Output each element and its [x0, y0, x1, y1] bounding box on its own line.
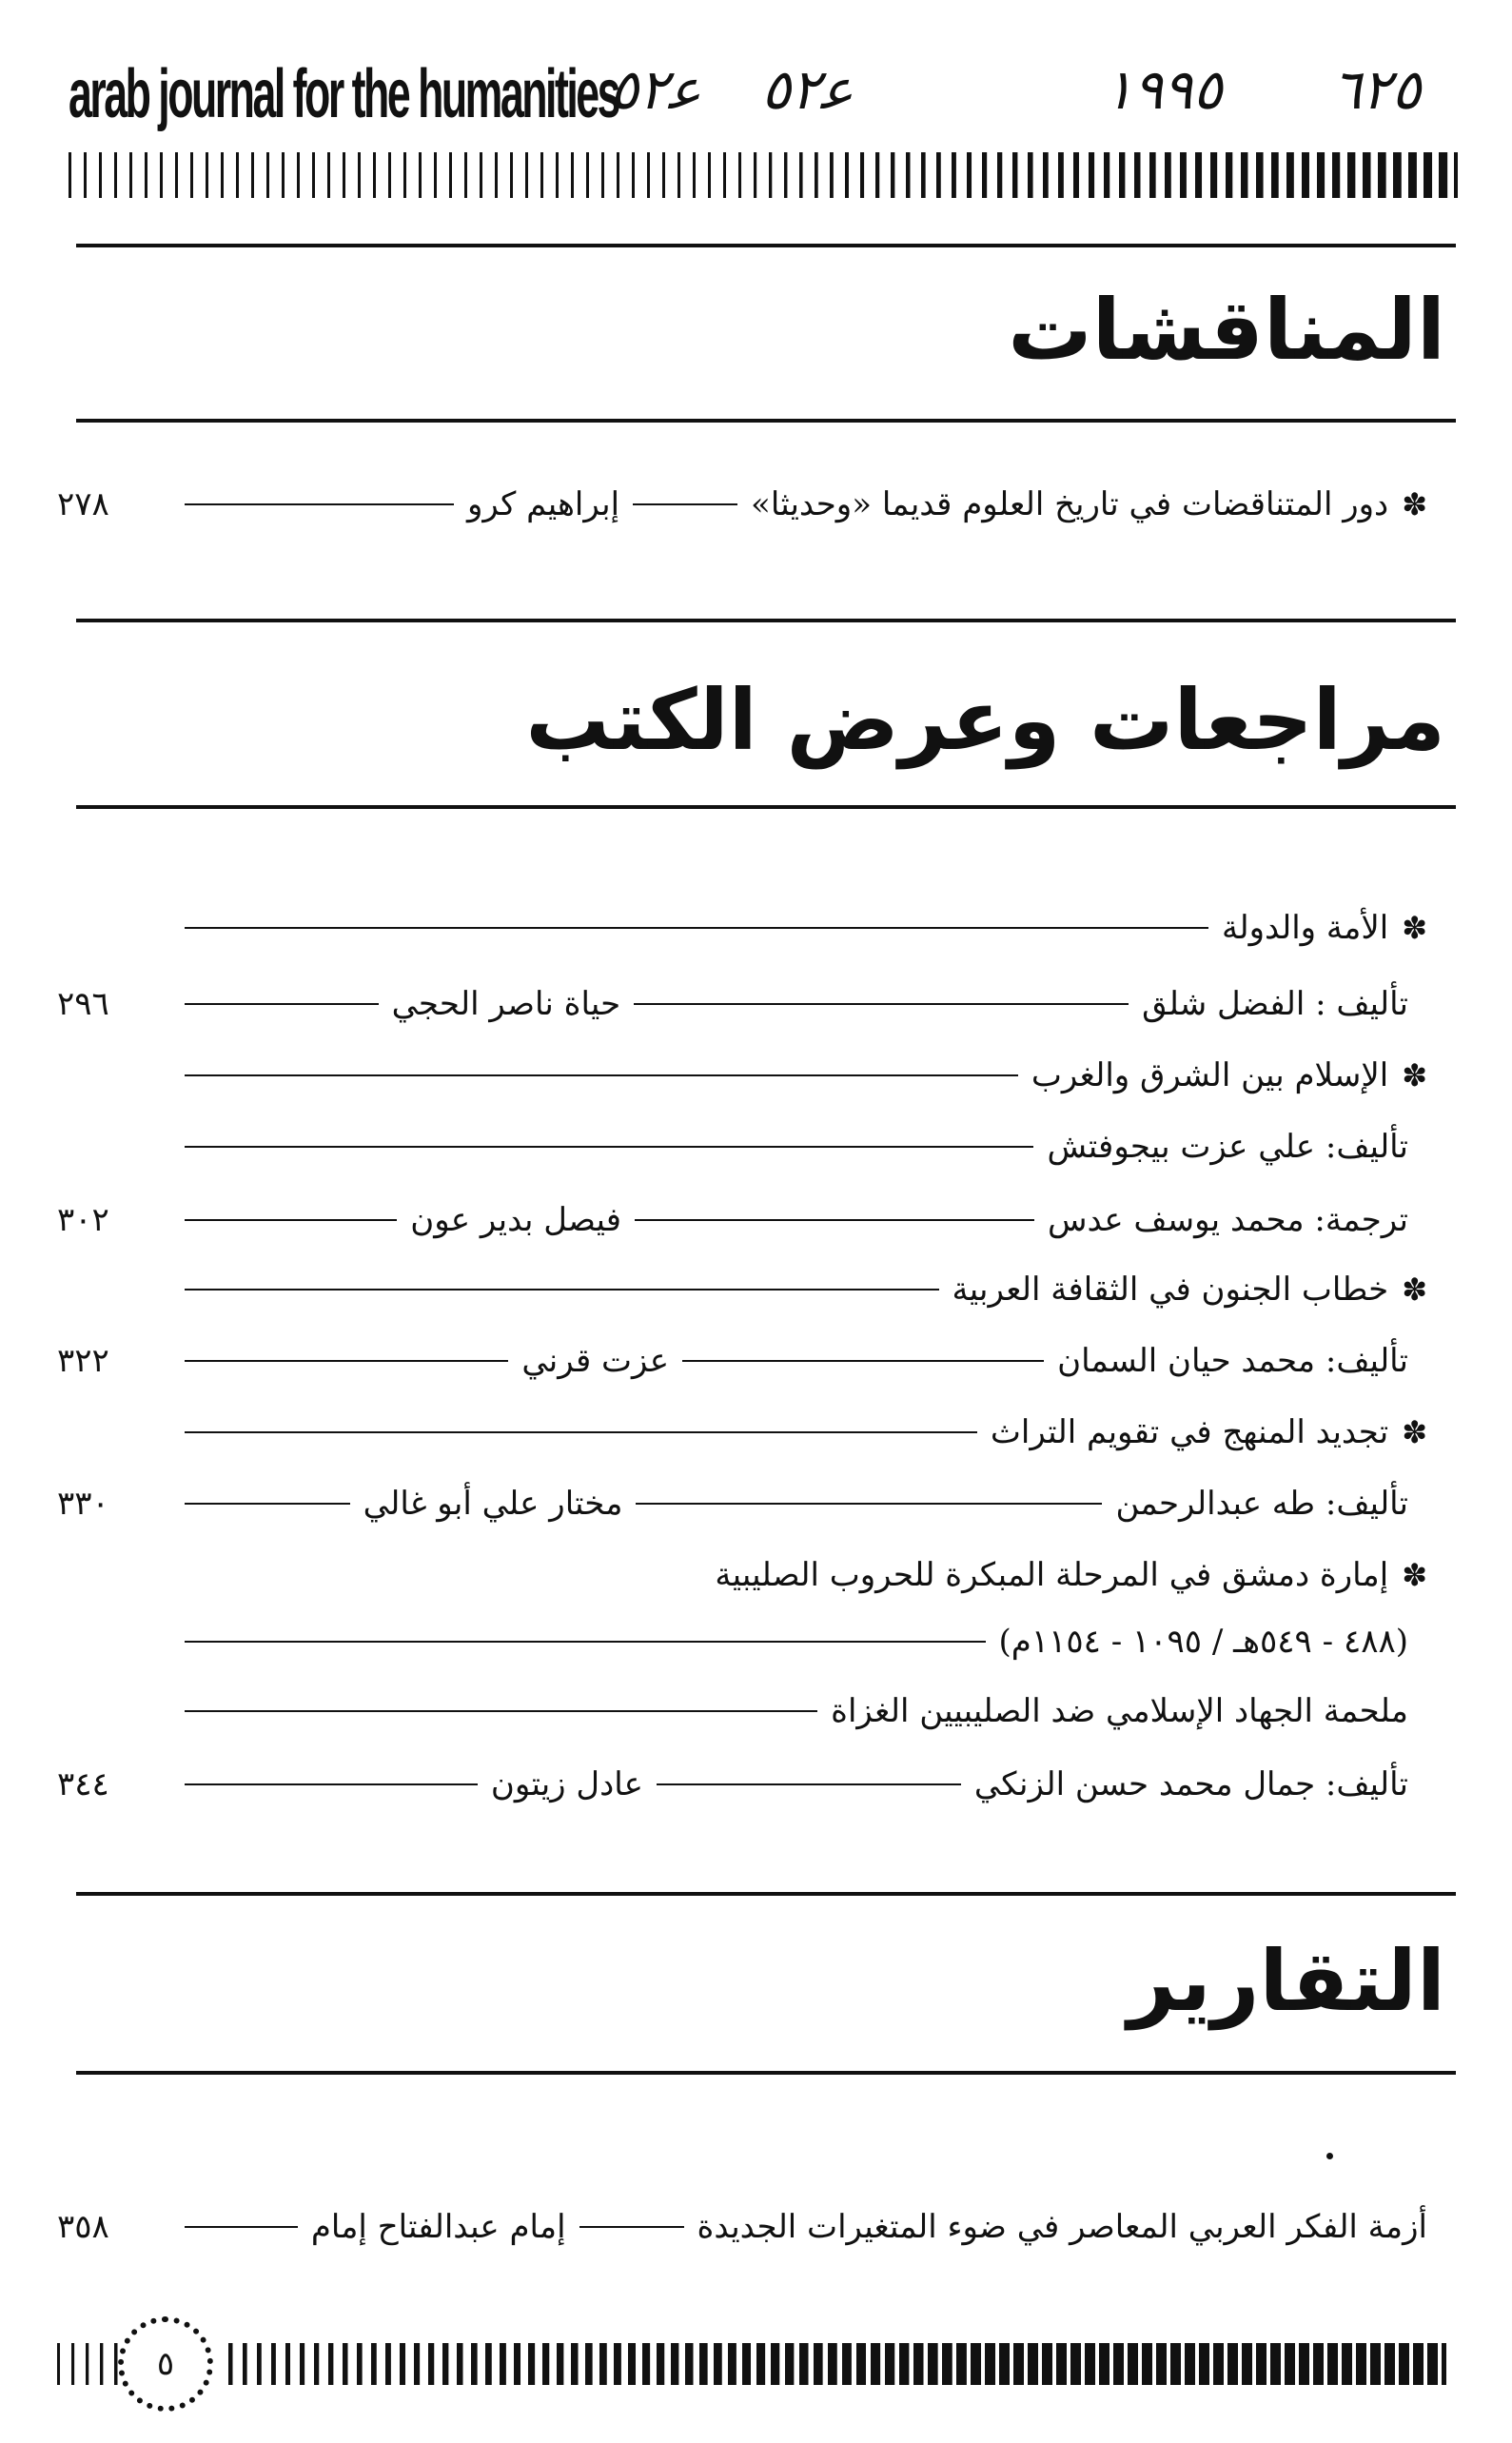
barcode-bar — [495, 152, 498, 198]
barcode-bar — [357, 2343, 363, 2385]
barcode-bar — [1442, 2343, 1446, 2385]
barcode-bar — [99, 152, 102, 198]
leader-line — [185, 1003, 379, 1005]
barcode-bar — [860, 152, 864, 198]
barcode-bar — [982, 152, 987, 198]
barcode-bar — [1028, 152, 1033, 198]
entry-author: إبراهيم كرو — [466, 485, 620, 523]
barcode-bar — [388, 152, 391, 198]
bullet-star-icon: ✽ — [1402, 910, 1427, 946]
barcode-bar — [1085, 2343, 1095, 2385]
barcode-bar — [1128, 2343, 1138, 2385]
toc-entry — [57, 1547, 1427, 1604]
header-barcode — [69, 152, 1458, 198]
barcode-bar — [1286, 152, 1294, 198]
section-rule — [76, 805, 1456, 809]
barcode-bar — [300, 2343, 304, 2385]
barcode-bar — [343, 152, 345, 198]
barcode-bar — [442, 2343, 448, 2385]
leader-line — [185, 1641, 986, 1643]
barcode-bar — [1363, 152, 1371, 198]
barcode-bar — [699, 2343, 708, 2385]
entry-page: ٣٠٢ — [57, 1201, 109, 1239]
leader-line — [634, 1003, 1129, 1005]
barcode-bar — [312, 152, 315, 198]
page-number: ٥ — [156, 2345, 175, 2383]
book-title: خطاب الجنون في الثقافة العربية — [952, 1271, 1389, 1309]
section-rule — [76, 2071, 1456, 2075]
book-translator: ترجمة: محمد يوسف عدس — [1047, 1201, 1408, 1239]
barcode-bar — [236, 152, 239, 198]
leader-line — [636, 1503, 1102, 1505]
toc-entry — [57, 1613, 1408, 1670]
barcode-bar — [814, 2343, 823, 2385]
section-title-discussions: المناقشات — [1008, 281, 1445, 379]
toc-entry — [57, 1192, 1408, 1249]
barcode-bar — [1427, 2343, 1438, 2385]
book-reviewer: حياة ناصر الحجي — [391, 985, 621, 1023]
barcode-bar — [1070, 2343, 1081, 2385]
barcode-bar — [671, 2343, 678, 2385]
barcode-bar — [677, 152, 680, 198]
barcode-bar — [708, 152, 711, 198]
barcode-bar — [1073, 152, 1079, 198]
entry-page: ٣٤٤ — [57, 1765, 109, 1803]
barcode-bar — [145, 152, 147, 198]
toc-entry — [57, 1261, 1427, 1318]
barcode-bar — [921, 152, 926, 198]
barcode-bar — [1099, 2343, 1109, 2385]
barcode-bar — [1210, 152, 1217, 198]
barcode-bar — [271, 2343, 276, 2385]
barcode-bar — [714, 2343, 722, 2385]
barcode-bar — [1199, 2343, 1209, 2385]
barcode-bar — [693, 152, 696, 198]
book-byline: تأليف: طه عبدالرحمن — [1115, 1485, 1408, 1523]
leader-line — [635, 1219, 1034, 1221]
barcode-bar — [69, 152, 71, 198]
barcode-bar — [221, 152, 224, 198]
book-reviewer: عزت قرني — [521, 1342, 670, 1380]
barcode-bar — [771, 2343, 779, 2385]
barcode-bar — [738, 152, 741, 198]
barcode-bar — [385, 2343, 391, 2385]
barcode-bar — [1226, 152, 1232, 198]
barcode-bar — [815, 152, 818, 198]
handwritten-number: ٦٢٥ — [1332, 57, 1422, 122]
barcode-bar — [1299, 2343, 1309, 2385]
barcode-bar — [1213, 2343, 1224, 2385]
barcode-bar — [528, 2343, 535, 2385]
book-title: إمارة دمشق في المرحلة المبكرة للحروب الصليبية — [715, 1556, 1389, 1594]
barcode-bar — [875, 152, 879, 198]
book-byline: تأليف: محمد حيان السمان — [1057, 1342, 1408, 1380]
section-title-reviews: مراجعات وعرض الكتب — [525, 671, 1445, 769]
barcode-bar — [457, 2343, 463, 2385]
barcode-bar — [1424, 152, 1432, 198]
toc-entry — [57, 1332, 1408, 1389]
book-reviewer: مختار علي أبو غالي — [363, 1485, 623, 1523]
barcode-bar — [510, 152, 513, 198]
barcode-bar — [728, 2343, 736, 2385]
bullet-star-icon: ✽ — [1402, 1414, 1427, 1450]
book-title: الإسلام بين الشرق والغرب — [1031, 1056, 1389, 1094]
barcode-bar — [1313, 2343, 1324, 2385]
barcode-bar — [251, 152, 254, 198]
leader-line — [185, 1360, 508, 1362]
leader-line — [185, 1503, 350, 1505]
barcode-bar — [1012, 152, 1017, 198]
barcode-bar — [1042, 2343, 1052, 2385]
barcode-bar — [952, 152, 956, 198]
entry-author: إمام عبدالفتاح إمام — [310, 2208, 566, 2246]
barcode-bar — [799, 152, 803, 198]
toc-entry — [57, 1404, 1427, 1461]
toc-entry — [57, 1683, 1408, 1740]
barcode-bar — [828, 2343, 837, 2385]
barcode-bar — [297, 152, 300, 198]
barcode-bar — [84, 152, 87, 198]
leader-line — [579, 2226, 684, 2228]
barcode-bar — [100, 2343, 103, 2385]
barcode-bar — [228, 2343, 233, 2385]
barcode-bar — [1342, 2343, 1352, 2385]
toc-entry — [57, 1475, 1408, 1532]
barcode-bar — [540, 152, 543, 198]
barcode-bar — [1399, 2343, 1409, 2385]
handwritten-year: ١٩٩٥ — [1104, 57, 1223, 122]
barcode-bar — [1356, 2343, 1366, 2385]
barcode-bar — [1347, 152, 1355, 198]
barcode-bar — [190, 152, 193, 198]
barcode-bar — [742, 2343, 751, 2385]
barcode-bar — [1170, 2343, 1181, 2385]
section-rule — [76, 419, 1456, 423]
barcode-bar — [1185, 2343, 1195, 2385]
barcode-bar — [647, 152, 650, 198]
barcode-bar — [967, 152, 972, 198]
barcode-bar — [971, 2343, 981, 2385]
barcode-bar — [571, 2343, 579, 2385]
handwritten-note-2: ﻋ٥٢ — [761, 57, 854, 122]
leader-line — [185, 1146, 1033, 1148]
leader-line — [185, 1710, 817, 1712]
book-dates: (٤٨٨ - ٥٤٩هـ / ١٠٩٥ - ١١٥٤م) — [998, 1623, 1408, 1661]
barcode-bar — [160, 152, 163, 198]
footer-barcode — [57, 2343, 1446, 2389]
barcode-bar — [500, 2343, 506, 2385]
barcode-bar — [71, 2343, 74, 2385]
barcode-bar — [754, 152, 756, 198]
barcode-bar — [1180, 152, 1187, 198]
barcode-bar — [514, 2343, 520, 2385]
barcode-bar — [985, 2343, 995, 2385]
toc-entry — [57, 1118, 1408, 1175]
journal-title: arab journal for the humanities — [69, 56, 619, 132]
barcode-bar — [756, 2343, 765, 2385]
barcode-bar — [1149, 152, 1156, 198]
barcode-bar — [257, 2343, 262, 2385]
barcode-bar — [1156, 2343, 1167, 2385]
section-rule — [76, 1892, 1456, 1896]
barcode-bar — [784, 152, 787, 198]
barcode-bar — [842, 2343, 852, 2385]
entry-page: ٢٧٨ — [57, 485, 109, 523]
toc-entry — [57, 2198, 1427, 2256]
section-rule — [76, 619, 1456, 622]
barcode-bar — [471, 2343, 478, 2385]
barcode-bar — [1378, 152, 1386, 198]
barcode-bar — [1408, 152, 1417, 198]
barcode-bar — [1043, 152, 1049, 198]
toc-entry — [57, 1756, 1408, 1813]
barcode-bar — [1302, 152, 1309, 198]
barcode-bar — [885, 2343, 894, 2385]
barcode-bar — [1241, 152, 1247, 198]
barcode-bar — [480, 152, 482, 198]
barcode-bar — [328, 2343, 333, 2385]
barcode-bar — [403, 152, 406, 198]
barcode-bar — [1165, 152, 1171, 198]
entry-title: أزمة الفكر العربي المعاصر في ضوء المتغيرات الجديدة — [697, 2208, 1427, 2246]
bullet-star-icon: ✽ — [1402, 486, 1427, 522]
barcode-bar — [913, 2343, 924, 2385]
barcode-bar — [114, 2343, 118, 2385]
barcode-bar — [371, 2343, 377, 2385]
barcode-bar — [856, 2343, 866, 2385]
barcode-bar — [525, 152, 528, 198]
barcode-bar — [585, 2343, 593, 2385]
barcode-bar — [1227, 2343, 1238, 2385]
barcode-bar — [206, 152, 208, 198]
barcode-bar — [845, 152, 849, 198]
handwritten-note-1: ﻋ٥٢ — [609, 57, 701, 122]
barcode-bar — [1104, 152, 1109, 198]
barcode-bar — [542, 2343, 549, 2385]
barcode-bar — [769, 152, 772, 198]
barcode-bar — [662, 152, 665, 198]
barcode-bar — [1384, 2343, 1395, 2385]
barcode-bar — [785, 2343, 794, 2385]
barcode-bar — [1439, 152, 1447, 198]
entry-page: ٣٥٨ — [57, 2208, 109, 2246]
barcode-bar — [899, 2343, 909, 2385]
leader-line — [185, 1431, 977, 1433]
leader-line — [657, 1783, 961, 1785]
barcode-bar — [86, 2343, 88, 2385]
barcode-bar — [1013, 2343, 1024, 2385]
barcode-bar — [129, 152, 132, 198]
barcode-bar — [1195, 152, 1202, 198]
barcode-bar — [685, 2343, 694, 2385]
barcode-bar — [285, 2343, 290, 2385]
barcode-bar — [871, 2343, 880, 2385]
barcode-bar — [936, 152, 941, 198]
barcode-bar — [657, 2343, 664, 2385]
barcode-bar — [282, 152, 285, 198]
barcode-bar — [449, 152, 452, 198]
barcode-bar — [343, 2343, 348, 2385]
page-number-badge — [118, 2316, 213, 2412]
barcode-bar — [1317, 152, 1325, 198]
barcode-bar — [327, 152, 330, 198]
leader-line — [682, 1360, 1044, 1362]
section-rule — [76, 244, 1456, 247]
barcode-bar — [942, 2343, 952, 2385]
barcode-bar — [628, 2343, 636, 2385]
book-byline: تأليف : الفضل شلق — [1142, 985, 1408, 1023]
leader-line — [185, 927, 1208, 929]
barcode-bar — [601, 152, 604, 198]
leader-line — [185, 1074, 1018, 1076]
bullet-star-icon: ✽ — [1402, 1271, 1427, 1308]
barcode-bar — [956, 2343, 967, 2385]
barcode-bar — [999, 2343, 1010, 2385]
barcode-bar — [1271, 152, 1279, 198]
book-byline: تأليف: جمال محمد حسن الزنكي — [973, 1765, 1408, 1803]
barcode-bar — [1134, 152, 1141, 198]
barcode-bar — [830, 152, 834, 198]
barcode-bar — [1058, 152, 1064, 198]
leader-line — [185, 1783, 478, 1785]
stray-dot — [1326, 2153, 1333, 2159]
leader-line — [185, 1289, 939, 1290]
barcode-bar — [1142, 2343, 1152, 2385]
barcode-bar — [642, 2343, 650, 2385]
book-title: تجديد المنهج في تقويم التراث — [990, 1413, 1389, 1451]
barcode-bar — [1454, 152, 1458, 198]
barcode-bar — [632, 152, 635, 198]
barcode-bar — [175, 152, 178, 198]
book-reviewer: فيصل بدير عون — [410, 1201, 621, 1239]
leader-line — [185, 503, 454, 505]
toc-entry — [57, 1047, 1427, 1104]
bullet-star-icon: ✽ — [1402, 1557, 1427, 1593]
toc-entry — [57, 476, 1427, 533]
barcode-bar — [266, 152, 269, 198]
barcode-bar — [928, 2343, 938, 2385]
barcode-bar — [358, 152, 361, 198]
leader-line — [633, 503, 737, 505]
barcode-bar — [557, 2343, 563, 2385]
barcode-bar — [997, 152, 1002, 198]
barcode-bar — [1256, 2343, 1267, 2385]
barcode-bar — [485, 2343, 492, 2385]
barcode-bar — [1332, 152, 1340, 198]
barcode-bar — [799, 2343, 809, 2385]
barcode-bar — [243, 2343, 247, 2385]
barcode-bar — [114, 152, 117, 198]
barcode-bar — [1056, 2343, 1067, 2385]
barcode-bar — [1327, 2343, 1338, 2385]
barcode-bar — [1413, 2343, 1424, 2385]
barcode-bar — [1270, 2343, 1281, 2385]
barcode-bar — [419, 152, 422, 198]
entry-page: ٣٢٢ — [57, 1342, 109, 1380]
barcode-bar — [571, 152, 574, 198]
barcode-bar — [314, 2343, 319, 2385]
barcode-bar — [464, 152, 467, 198]
barcode-bar — [373, 152, 376, 198]
barcode-bar — [556, 152, 559, 198]
entry-page: ٣٣٠ — [57, 1485, 109, 1523]
barcode-bar — [1242, 2343, 1252, 2385]
barcode-bar — [614, 2343, 621, 2385]
book-byline: تأليف: علي عزت بيجوفتش — [1047, 1128, 1408, 1166]
book-subtitle: ملحمة الجهاد الإسلامي ضد الصليبيين الغزاة — [831, 1692, 1408, 1730]
barcode-bar — [1089, 152, 1094, 198]
barcode-bar — [400, 2343, 405, 2385]
barcode-bar — [1113, 2343, 1124, 2385]
leader-line — [185, 1219, 397, 1221]
entry-title: دور المتناقضات في تاريخ العلوم قديما «وحديثا» — [751, 485, 1389, 523]
barcode-bar — [617, 152, 619, 198]
barcode-bar — [906, 152, 911, 198]
barcode-bar — [1028, 2343, 1038, 2385]
book-reviewer: عادل زيتون — [490, 1765, 643, 1803]
barcode-bar — [1370, 2343, 1381, 2385]
barcode-bar — [428, 2343, 434, 2385]
toc-entry — [57, 899, 1427, 956]
barcode-bar — [1256, 152, 1264, 198]
leader-line — [185, 2226, 298, 2228]
barcode-bar — [723, 152, 726, 198]
barcode-bar — [414, 2343, 420, 2385]
barcode-bar — [599, 2343, 607, 2385]
section-title-reports: التقارير — [1128, 1932, 1445, 2030]
barcode-bar — [891, 152, 894, 198]
entry-page: ٢٩٦ — [57, 985, 109, 1023]
bullet-star-icon: ✽ — [1402, 1057, 1427, 1093]
barcode-bar — [1285, 2343, 1295, 2385]
barcode-bar — [434, 152, 437, 198]
toc-entry — [57, 975, 1408, 1033]
book-title: الأمة والدولة — [1222, 909, 1389, 947]
barcode-bar — [586, 152, 589, 198]
barcode-bar — [1119, 152, 1125, 198]
barcode-bar — [1393, 152, 1402, 198]
barcode-bar — [57, 2343, 60, 2385]
